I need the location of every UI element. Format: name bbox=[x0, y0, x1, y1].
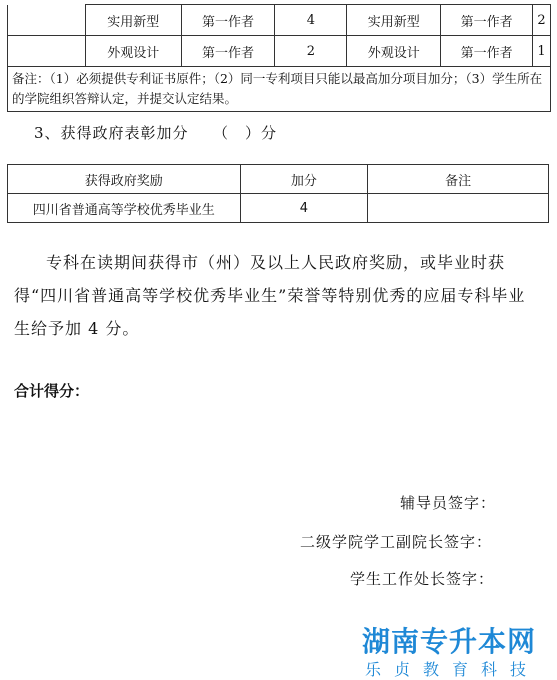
column-header: 备注 bbox=[368, 165, 549, 194]
table-cell bbox=[368, 194, 549, 223]
watermark-title: 湖南专升本网 bbox=[362, 625, 537, 658]
table-row bbox=[8, 5, 551, 36]
section-3-title: 3、获得政府表彰加分 （ ）分 bbox=[34, 124, 278, 142]
watermark-subtitle: 乐贞教育科技 bbox=[365, 660, 540, 679]
award-description: 专科在读期间获得市（州）及以上人民政府奖励，或毕业时获得“四川省普通高等学校优秀毕业生”荣誉等特别优秀的应届专科毕业生给予加 4 分。 bbox=[14, 253, 526, 338]
director-signature-label: 学生工作处长签字： bbox=[350, 570, 495, 588]
table-cell: 外观设计 bbox=[85, 36, 181, 67]
table-cell: 4 bbox=[240, 194, 368, 223]
table-row bbox=[8, 194, 549, 223]
table-cell: 2 bbox=[275, 36, 347, 67]
table-cell: 第一作者 bbox=[441, 5, 533, 36]
table-cell: 2 bbox=[532, 5, 550, 36]
table-cell bbox=[8, 36, 86, 67]
total-score-label: 合计得分： bbox=[14, 382, 90, 400]
column-header: 加分 bbox=[240, 165, 368, 194]
table-cell: 4 bbox=[275, 5, 347, 36]
vice-dean-signature-label: 二级学院学工副院长签字： bbox=[300, 533, 493, 551]
table-row bbox=[8, 36, 551, 67]
table-cell: 第一作者 bbox=[181, 5, 275, 36]
table-header-row bbox=[8, 165, 549, 194]
table-cell: 实用新型 bbox=[347, 5, 441, 36]
patent-note: 备注：（1）必须提供专利证书原件；（2）同一专利项目只能以最高加分项目加分；（3）学生所在的学院组织答辩认定，并提交认定结果。 bbox=[8, 67, 551, 112]
table-cell: 实用新型 bbox=[85, 5, 181, 36]
table-cell: 外观设计 bbox=[347, 36, 441, 67]
counselor-signature-label: 辅导员签字： bbox=[400, 494, 497, 512]
column-header: 获得政府奖励 bbox=[8, 165, 241, 194]
table-cell: 第一作者 bbox=[181, 36, 275, 67]
table-cell: 四川省普通高等学校优秀毕业生 bbox=[8, 194, 241, 223]
patent-score-table bbox=[7, 4, 551, 112]
table-cell: 第一作者 bbox=[441, 36, 533, 67]
table-cell bbox=[8, 5, 86, 36]
government-award-table bbox=[7, 164, 549, 223]
table-row bbox=[8, 67, 551, 112]
table-cell: 1 bbox=[532, 36, 550, 67]
